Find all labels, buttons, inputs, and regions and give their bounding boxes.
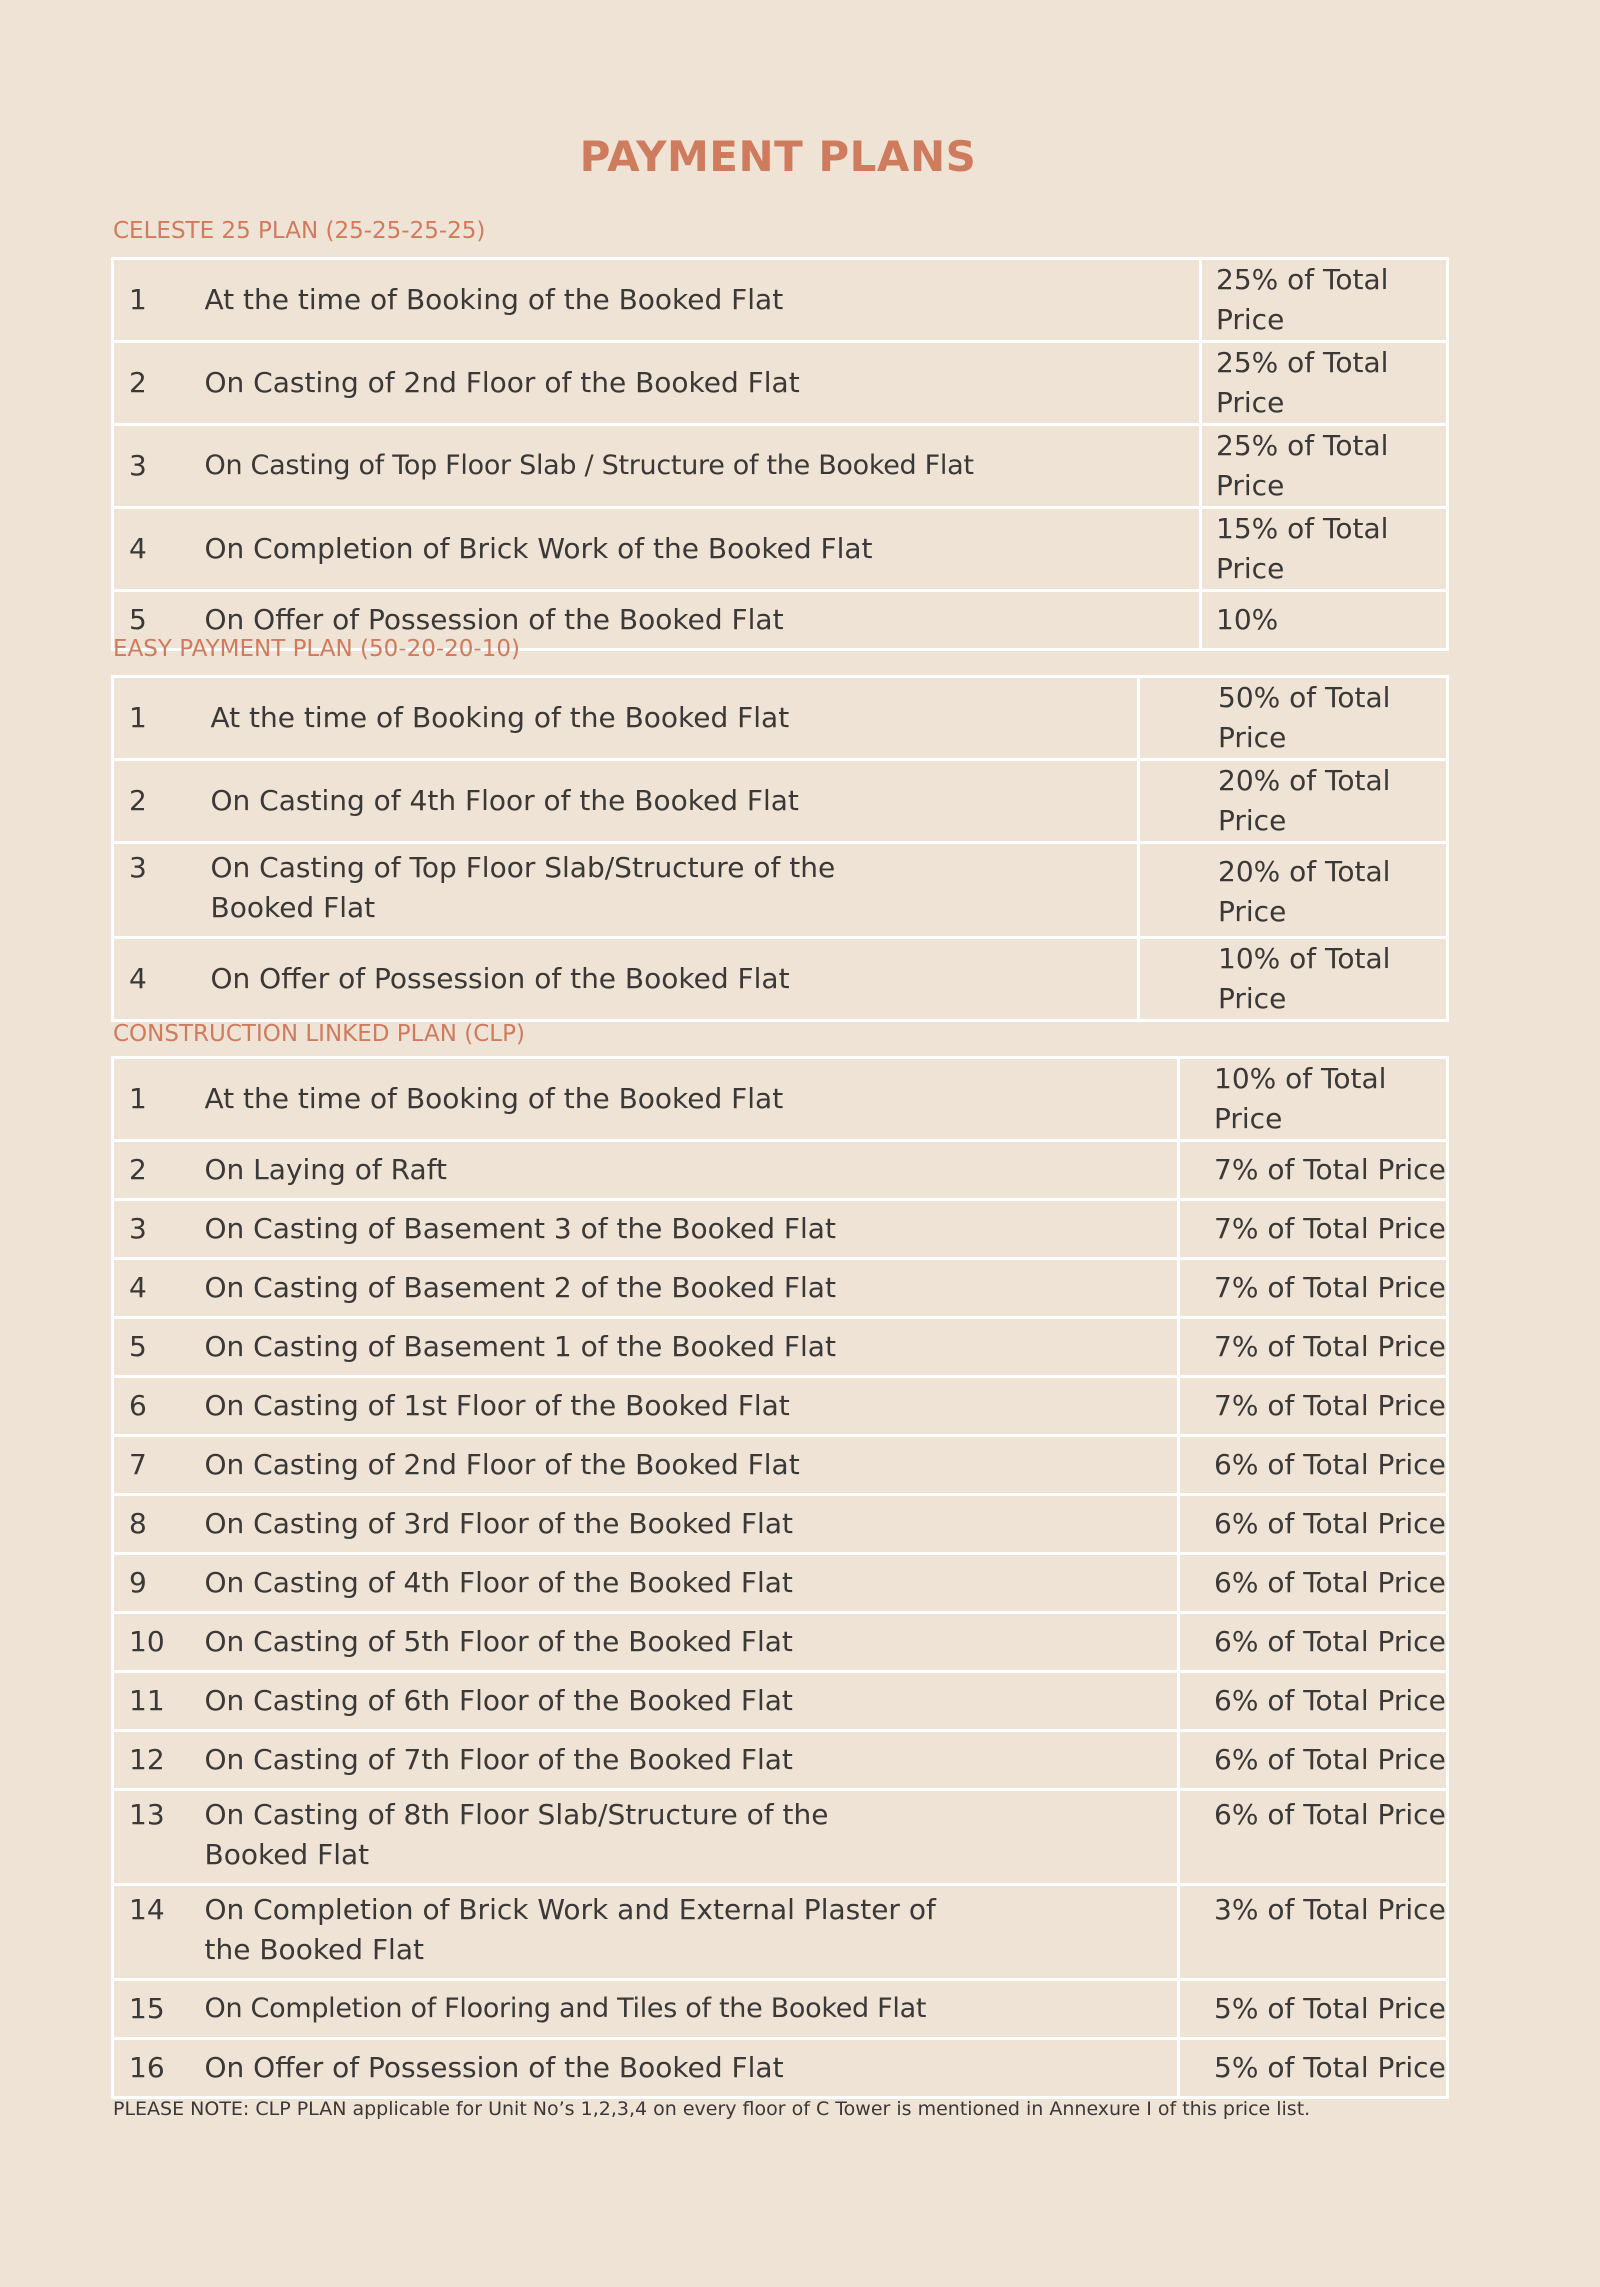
table-row: [113, 1554, 1448, 1613]
row-number: 4: [113, 508, 205, 591]
row-number: 11: [113, 1672, 205, 1731]
row-description: On Laying of Raft: [205, 1141, 1179, 1200]
row-description: At the time of Booking of the Booked Flat: [205, 259, 1201, 342]
row-number: 15: [113, 1980, 205, 2039]
row-amount: 6% of Total Price: [1179, 1554, 1448, 1613]
table-row: [113, 1672, 1448, 1731]
row-description-line: On Casting of 8th Floor Slab/Structure of the: [204, 1798, 829, 1831]
row-description: On Offer of Possession of the Booked Flat: [211, 938, 1139, 1021]
row-number: 3: [113, 1200, 205, 1259]
table-row: [113, 259, 1448, 342]
row-description: On Casting of 7th Floor of the Booked Flat: [205, 1731, 1179, 1790]
table-row: [113, 677, 1448, 760]
row-amount: 5% of Total Price: [1179, 1980, 1448, 2039]
row-description: At the time of Booking of the Booked Flat: [205, 1058, 1179, 1141]
row-description-line: On Casting of Top Floor Slab/Structure of the: [210, 851, 836, 884]
row-amount: 15% of Total Price: [1201, 508, 1448, 591]
row-description: On Casting of Basement 1 of the Booked Flat: [205, 1318, 1179, 1377]
row-number: 8: [113, 1495, 205, 1554]
row-amount: 6% of Total Price: [1179, 1613, 1448, 1672]
row-number: 1: [113, 1058, 205, 1141]
row-number: 1: [113, 259, 205, 342]
table-row: [113, 1318, 1448, 1377]
row-description: On Casting of 1st Floor of the Booked Flat: [205, 1377, 1179, 1436]
row-number: 12: [113, 1731, 205, 1790]
row-amount: 7% of Total Price: [1179, 1141, 1448, 1200]
row-amount: 50% of Total Price: [1139, 677, 1448, 760]
row-description: On Completion of Brick Work of the Booked Flat: [205, 508, 1201, 591]
row-amount: 25% of Total Price: [1201, 259, 1448, 342]
row-description: On Offer of Possession of the Booked Flat: [205, 591, 1201, 650]
row-amount: 3% of Total Price: [1179, 1885, 1448, 1980]
table-row: [113, 1790, 1448, 1885]
row-description: On Casting of Basement 2 of the Booked Flat: [205, 1259, 1179, 1318]
row-description: On Casting of Basement 3 of the Booked Flat: [205, 1200, 1179, 1259]
table-row: [113, 1058, 1448, 1141]
row-number: 4: [113, 1259, 205, 1318]
row-number: 13: [113, 1790, 205, 1885]
row-description: On Casting of Top Floor Slab / Structure of the Booked Flat: [205, 425, 1201, 508]
row-number: 7: [113, 1436, 205, 1495]
table-row: [113, 1377, 1448, 1436]
row-amount: 6% of Total Price: [1179, 1495, 1448, 1554]
row-description-line: the Booked Flat: [204, 1933, 424, 1966]
row-number: 2: [113, 1141, 205, 1200]
row-amount: 7% of Total Price: [1179, 1377, 1448, 1436]
table-row: [113, 342, 1448, 425]
row-amount: 20% of Total Price: [1139, 760, 1448, 843]
section-heading-clp-plan: CONSTRUCTION LINKED PLAN (CLP): [113, 1021, 525, 1047]
table-row: [113, 1259, 1448, 1318]
section-heading-easy-plan: EASY PAYMENT PLAN (50-20-20-10): [113, 636, 520, 662]
table-row: [113, 2039, 1448, 2098]
table-row: [113, 1200, 1448, 1259]
table-row: [113, 1436, 1448, 1495]
section-heading-celeste-plan: CELESTE 25 PLAN (25-25-25-25): [113, 218, 486, 244]
row-amount: 25% of Total Price: [1201, 425, 1448, 508]
table-row: [113, 760, 1448, 843]
row-description: On Offer of Possession of the Booked Flat: [205, 2039, 1179, 2098]
row-number: 3: [113, 425, 205, 508]
row-description: On Casting of 4th Floor of the Booked Flat: [205, 1554, 1179, 1613]
easy-plan-table: [111, 675, 1449, 1022]
table-row: [113, 1495, 1448, 1554]
row-description: [205, 1885, 1179, 1980]
page-title: PAYMENT PLANS: [579, 132, 977, 181]
row-amount: 10% of Total Price: [1139, 938, 1448, 1021]
row-number: 2: [113, 342, 205, 425]
row-description-line: On Completion of Brick Work and External Plaster of: [204, 1893, 936, 1926]
row-description-line: Booked Flat: [210, 891, 376, 924]
row-amount: 7% of Total Price: [1179, 1200, 1448, 1259]
row-number: 2: [113, 760, 211, 843]
row-number: 9: [113, 1554, 205, 1613]
row-number: 1: [113, 677, 211, 760]
row-amount: 10% of Total Price: [1179, 1058, 1448, 1141]
table-row: [113, 425, 1448, 508]
row-amount: 20% of Total Price: [1139, 843, 1448, 938]
row-amount: 7% of Total Price: [1179, 1318, 1448, 1377]
row-amount: 10%: [1201, 591, 1448, 650]
row-number: 6: [113, 1377, 205, 1436]
row-description: On Casting of 4th Floor of the Booked Flat: [211, 760, 1139, 843]
celeste-plan-table: [111, 257, 1449, 651]
row-number: 3: [113, 843, 211, 938]
row-description: At the time of Booking of the Booked Flat: [211, 677, 1139, 760]
row-description-line: Booked Flat: [204, 1838, 370, 1871]
row-description: On Casting of 2nd Floor of the Booked Flat: [205, 1436, 1179, 1495]
row-number: 10: [113, 1613, 205, 1672]
table-row: [113, 843, 1448, 938]
row-description: [211, 843, 1139, 938]
row-number: 4: [113, 938, 211, 1021]
row-amount: 6% of Total Price: [1179, 1672, 1448, 1731]
table-row: [113, 1613, 1448, 1672]
row-amount: 6% of Total Price: [1179, 1731, 1448, 1790]
table-row: [113, 1141, 1448, 1200]
row-number: 14: [113, 1885, 205, 1980]
row-description: On Casting of 3rd Floor of the Booked Flat: [205, 1495, 1179, 1554]
row-number: 5: [113, 591, 205, 650]
clp-plan-table: [111, 1056, 1449, 2099]
footnote: PLEASE NOTE: CLP PLAN applicable for Unit No’s 1,2,3,4 on every floor of C Tower is mentioned in Annexure I of this price list.: [113, 2098, 1311, 2120]
row-number: 16: [113, 2039, 205, 2098]
row-description: On Casting of 2nd Floor of the Booked Flat: [205, 342, 1201, 425]
table-row: [113, 938, 1448, 1021]
row-description: [205, 1790, 1179, 1885]
row-amount: 5% of Total Price: [1179, 2039, 1448, 2098]
table-row: [113, 1980, 1448, 2039]
row-number: 5: [113, 1318, 205, 1377]
table-row: [113, 1885, 1448, 1980]
row-amount: 7% of Total Price: [1179, 1259, 1448, 1318]
row-amount: 6% of Total Price: [1179, 1436, 1448, 1495]
row-description: On Casting of 5th Floor of the Booked Flat: [205, 1613, 1179, 1672]
row-amount: 25% of Total Price: [1201, 342, 1448, 425]
row-amount: 6% of Total Price: [1179, 1790, 1448, 1885]
row-description: On Completion of Flooring and Tiles of the Booked Flat: [205, 1980, 1179, 2039]
table-row: [113, 1731, 1448, 1790]
row-description: On Casting of 6th Floor of the Booked Flat: [205, 1672, 1179, 1731]
table-row: [113, 508, 1448, 591]
